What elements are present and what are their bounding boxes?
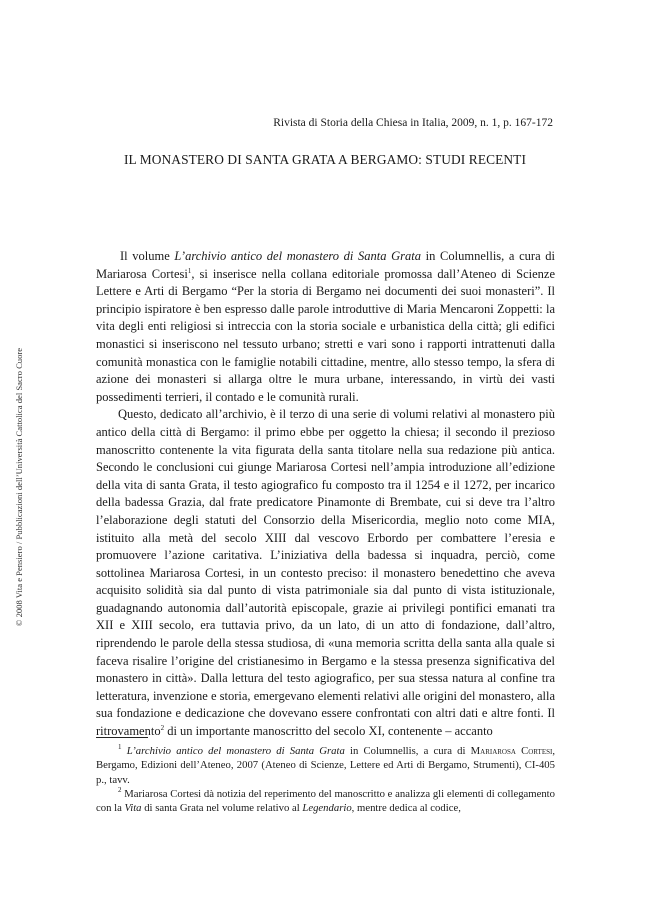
paragraph-2 bbox=[96, 406, 555, 740]
footnote-2 bbox=[96, 787, 555, 816]
paragraph-1 bbox=[96, 248, 555, 406]
paragraph-2-text-b: di un importante manoscritto del secolo XI, contenente – accanto bbox=[164, 724, 493, 739]
footnote-divider bbox=[96, 737, 148, 738]
paragraph-2-text-a: Questo, dedicato all’archivio, è il terzo di una serie di volumi relativi al monastero più antico della città di Bergamo: il primo ebbe per oggetto la chiesa; il secondo il prezioso manoscritto contenente la vita figurata della santa titolare nella sua redazione più antica. Secondo le conclusioni cui giunge Mariarosa Cortesi nell’ampia introduzione all’edizione della vita di santa Grata, il testo agiografico fu composto tra il 1254 e il 1272, per incarico della badessa Grazia, dal frate predicatore Pinamonte di Brembate, cui si deve tra l’altro l’elaborazione degli statuti del Consorzio della Misericordia, meglio noto come MIA, istituito alla metà del secolo XIII dal vescovo Erbordo per combattere l’eresia e promuovere l’azione caritativa. L’iniziativa della badessa si inquadra, perciò, come sottolinea Mariarosa Cortesi, in un contesto preciso: il monastero benedettino che aveva acquisito solidità sia dal punto di vista patrimoniale sia dal punto di vista istituzionale, guadagnando autonomia dall’autorità episcopale, grazie ai privilegi pontifici emanati tra XII e XIII secolo, era tuttavia privo, da un lato, di un atto di fondazione, dall’altro, riprendendo le parole della stessa studiosa, di «una memoria scritta della santa alla quale si faceva risalire l’origine del cristianesimo in Bergamo e la stessa presenza significativa del monastero in città». Dalla lettura del testo agiografico, per sua stessa natura al confine tra letteratura, invenzione e storia, emergevano elementi relativi alle origini del monastero, alla sua fondazione e dedicazione che dovevano essere confrontati con altri dati e altre fonti. Il ritrovamento bbox=[96, 407, 555, 739]
copyright-text: © 2008 Vita e Pensiero / Pubblicazioni dell’Università Cattolica del Sacro Cuore bbox=[14, 347, 24, 627]
article-title: IL MONASTERO DI SANTA GRATA A BERGAMO: STUDI RECENTI bbox=[123, 152, 527, 167]
footnote-2-text-a: Mariarosa Cortesi dà notizia del reperimento del manoscritto e analizza gli elementi di collegamento con la bbox=[96, 787, 555, 815]
running-head: Rivista di Storia della Chiesa in Italia, 2009, n. 1, p. 167-172 bbox=[273, 117, 553, 129]
footnotes bbox=[96, 744, 555, 815]
footnote-2-italic-vita: Vita bbox=[124, 802, 142, 815]
paragraph-1-text-a: Il volume bbox=[120, 249, 175, 263]
footnote-1 bbox=[96, 744, 555, 787]
footnote-2-text-b: di santa Grata nel volume relativo al bbox=[141, 802, 303, 815]
article-body bbox=[96, 248, 555, 741]
footnote-ref-1[interactable]: 1 bbox=[187, 266, 192, 275]
paragraph-1-text-c: , si inserisce nella collana editoriale promossa dall’Ateneo di Scienze Lettere e Arti di Bergamo “Per la storia di Bergamo nei documenti dei suoi monasteri”. Il principio ispiratore è ben espresso dalle parole introduttive di Maria Mencaroni Zoppetti: la vita degli enti religiosi si intreccia con la storia sociale e urbanistica della città; gli edifici monastici si inseriscono nel tessuto urbano; stretti e vari sono i rapporti intrattenuti dalla comunità monastica con le famiglie notabili cittadine, mentre, allo stesso tempo, la sfera di azione dei monasteri si allarga oltre le mura urbane, interessando, in virtù dei vasti possedimenti terrieri, il contado e le comunità rurali. bbox=[96, 266, 556, 404]
footnote-1-number: 1 bbox=[118, 743, 122, 751]
footnote-1-author: Mariarosa Cortesi bbox=[470, 745, 553, 757]
footnote-2-italic-legendario: Legendario bbox=[302, 802, 352, 815]
footnote-1-text-b: , Bergamo, Edizioni dell’Ateneo, 2007 (Ateneo di Scienze, Lettere ed Arti di Bergamo, Strumenti), CI-405 p., tavv. bbox=[96, 745, 555, 786]
footnote-1-text-a: in Columnellis, a cura di bbox=[344, 745, 471, 757]
book-title-italic: L’archivio antico del monastero di Santa Grata bbox=[174, 249, 422, 263]
footnote-2-number: 2 bbox=[118, 785, 122, 794]
footnote-1-italic: L’archivio antico del monastero di Santa Grata bbox=[126, 745, 345, 757]
footnote-2-text-c: , mentre dedica al codice, bbox=[351, 802, 461, 815]
paragraph-1-text-b: in Columnellis, a cura di Mariarosa Cortesi bbox=[96, 249, 555, 281]
footnote-ref-2[interactable]: 2 bbox=[160, 724, 165, 733]
